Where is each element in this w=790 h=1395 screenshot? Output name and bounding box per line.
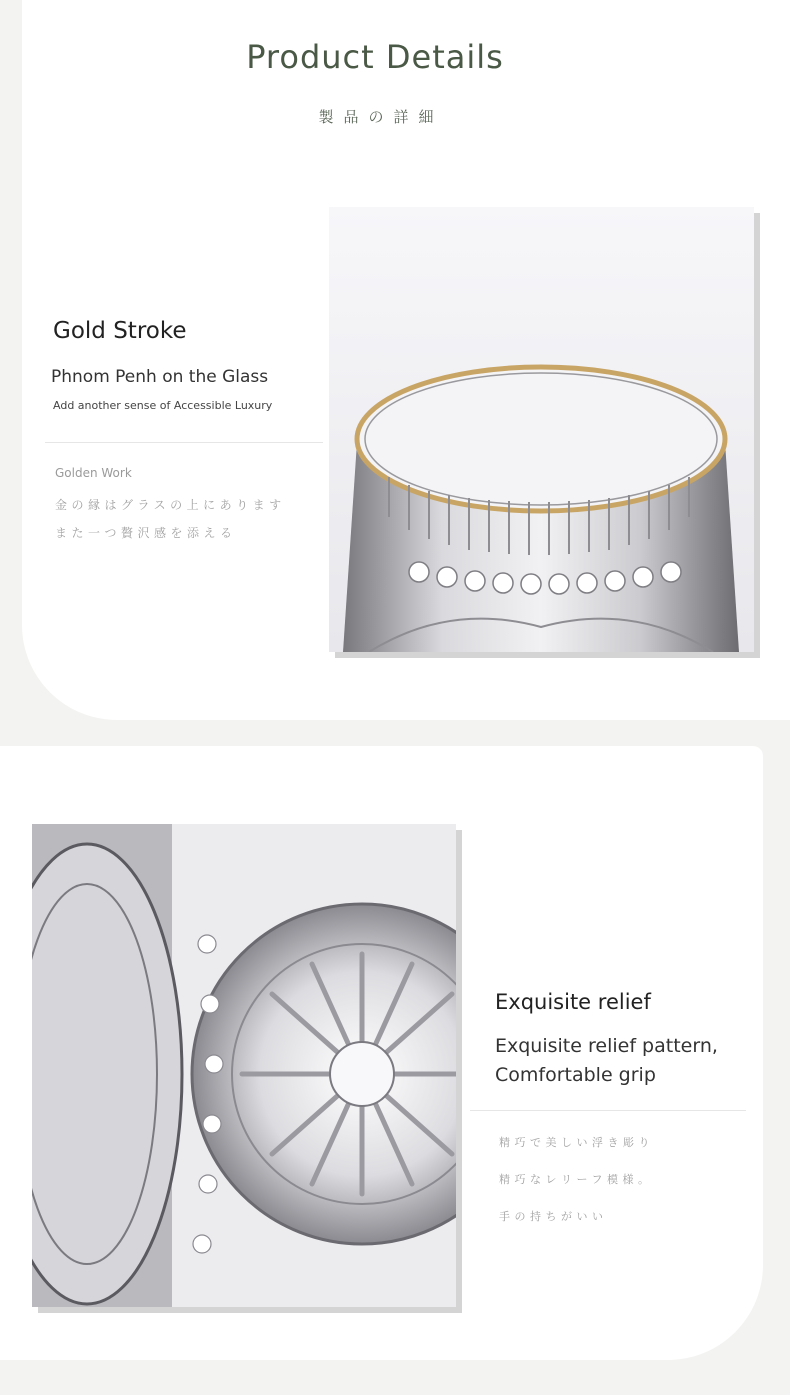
gold-stroke-title: Gold Stroke	[53, 318, 187, 344]
relief-jp-line-1: 精巧で美しい浮き彫り	[499, 1136, 654, 1149]
relief-subtitle-line-1: Exquisite relief pattern,	[495, 1035, 718, 1057]
relief-divider	[470, 1110, 746, 1111]
relief-pattern-photo	[32, 824, 456, 1307]
gold-stroke-divider	[45, 442, 323, 443]
relief-title: Exquisite relief	[495, 990, 651, 1014]
gold-rim-glass-photo	[329, 207, 754, 652]
gold-stroke-tagline: Add another sense of Accessible Luxury	[53, 399, 273, 412]
golden-work-label: Golden Work	[55, 466, 132, 480]
gold-rim-glass-illustration	[329, 207, 754, 652]
relief-subtitle-line-2: Comfortable grip	[495, 1064, 656, 1086]
page-subtitle: 製品の詳細	[318, 108, 444, 126]
relief-jp-line-2: 精巧なレリーフ模様。	[499, 1173, 654, 1186]
gold-jp-line-1: 金の縁はグラスの上にあります	[55, 498, 286, 512]
gold-stroke-subtitle: Phnom Penh on the Glass	[51, 367, 269, 387]
relief-pattern-illustration	[32, 824, 456, 1307]
gold-jp-line-2: また一つ贅沢感を添える	[55, 526, 237, 540]
page-title: Product Details	[246, 38, 504, 76]
relief-jp-line-3: 手の持ちがいい	[499, 1210, 608, 1223]
